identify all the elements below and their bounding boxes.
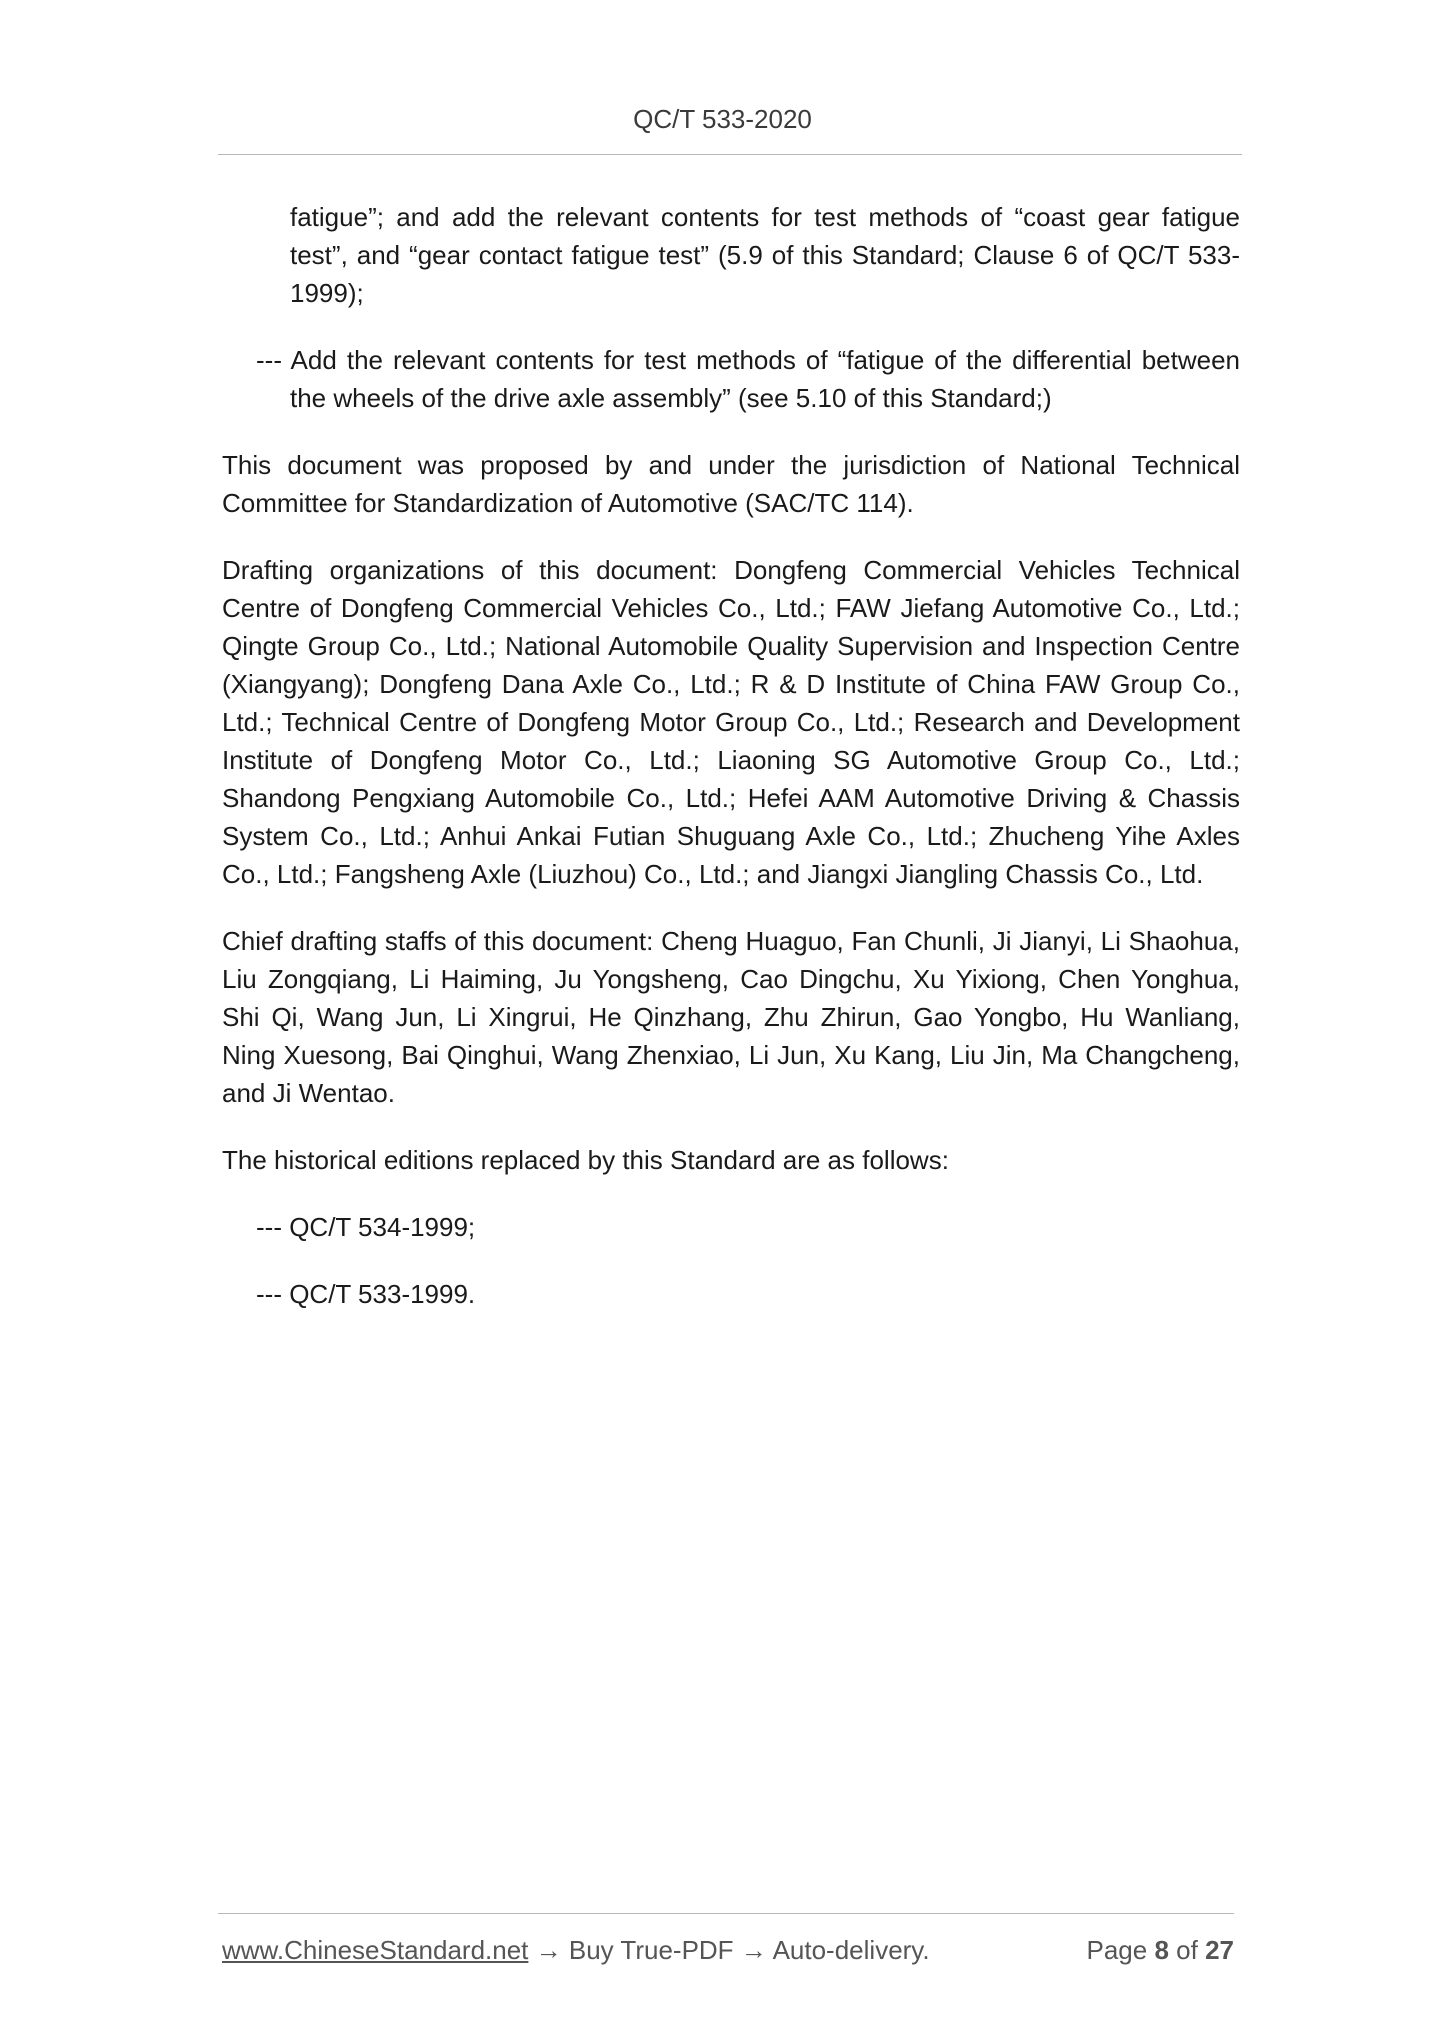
paragraph-proposed: This document was proposed by and under the jurisdiction of National Technical Committee for Standardization of Automotive (SAC/TC 114). [222, 450, 1240, 518]
page-header [0, 104, 1445, 135]
historical-edition-item: --- QC/T 534-1999; [256, 1212, 476, 1242]
document-code: QC/T 533-2020 [633, 104, 812, 134]
paragraph-historical-editions: The historical editions replaced by this Standard are as follows: [222, 1145, 949, 1175]
page-label: Page [1086, 1935, 1148, 1965]
page-current-number: 8 [1154, 1935, 1169, 1965]
document-body [222, 198, 1240, 1342]
paragraph-continuation: fatigue”; and add the relevant contents for test methods of “coast gear fatigue test”, and “gear contact fatigue test” (5.9 of this Standard; Clause 6 of QC/T 533-1999); [290, 202, 1240, 308]
page-of-label: of [1176, 1935, 1198, 1965]
footer-divider [218, 1913, 1234, 1914]
footer-promo-text: → Buy True-PDF → Auto-delivery. [528, 1935, 930, 1965]
paragraph-dash-item: --- Add the relevant contents for test methods of “fatigue of the differential between the wheels of the drive axle assembly” (see 5.10 of this Standard;) [256, 345, 1240, 413]
paragraph-drafting-organizations: Drafting organizations of this document: Dongfeng Commercial Vehicles Technical Centre of Dongfeng Commercial Vehicles Co., Ltd.; FAW Jiefang Automotive Co., Ltd.; Qingte Group Co., Ltd.; National Automobile Quality Supervision and Inspection Centre (Xiangyang); Dongfeng Dana Axle Co., Ltd.; R & D Institute of China FAW Group Co., Ltd.; Technical Centre of Dongfeng Motor Group Co., Ltd.; Research and Development Institute of Dongfeng Motor Co., Ltd.; Liaoning SG Automotive Group Co., Ltd.; Shandong Pengxiang Automobile Co., Ltd.; Hefei AAM Automotive Driving & Chassis System Co., Ltd.; Anhui Ankai Futian Shuguang Axle Co., Ltd.; Zhucheng Yihe Axles Co., Ltd.; Fangsheng Axle (Liuzhou) Co., Ltd.; and Jiangxi Jiangling Chassis Co., Ltd. [222, 555, 1240, 889]
header-divider [218, 154, 1242, 155]
page-footer [222, 1935, 1234, 1966]
historical-edition-item: --- QC/T 533-1999. [256, 1279, 476, 1309]
page-indicator [1086, 1935, 1234, 1966]
paragraph-drafting-staffs: Chief drafting staffs of this document: Cheng Huaguo, Fan Chunli, Ji Jianyi, Li Shaohua, Liu Zongqiang, Li Haiming, Ju Yongsheng, Cao Dingchu, Xu Yixiong, Chen Yonghua, Shi Qi, Wang Jun, Li Xingrui, He Qinzhang, Zhu Zhirun, Gao Yongbo, Hu Wanliang, Ning Xuesong, Bai Qinghui, Wang Zhenxiao, Li Jun, Xu Kang, Liu Jin, Ma Changcheng, and Ji Wentao. [222, 926, 1240, 1108]
website-link[interactable]: www.ChineseStandard.net [222, 1935, 529, 1965]
page-total-number: 27 [1205, 1935, 1234, 1965]
